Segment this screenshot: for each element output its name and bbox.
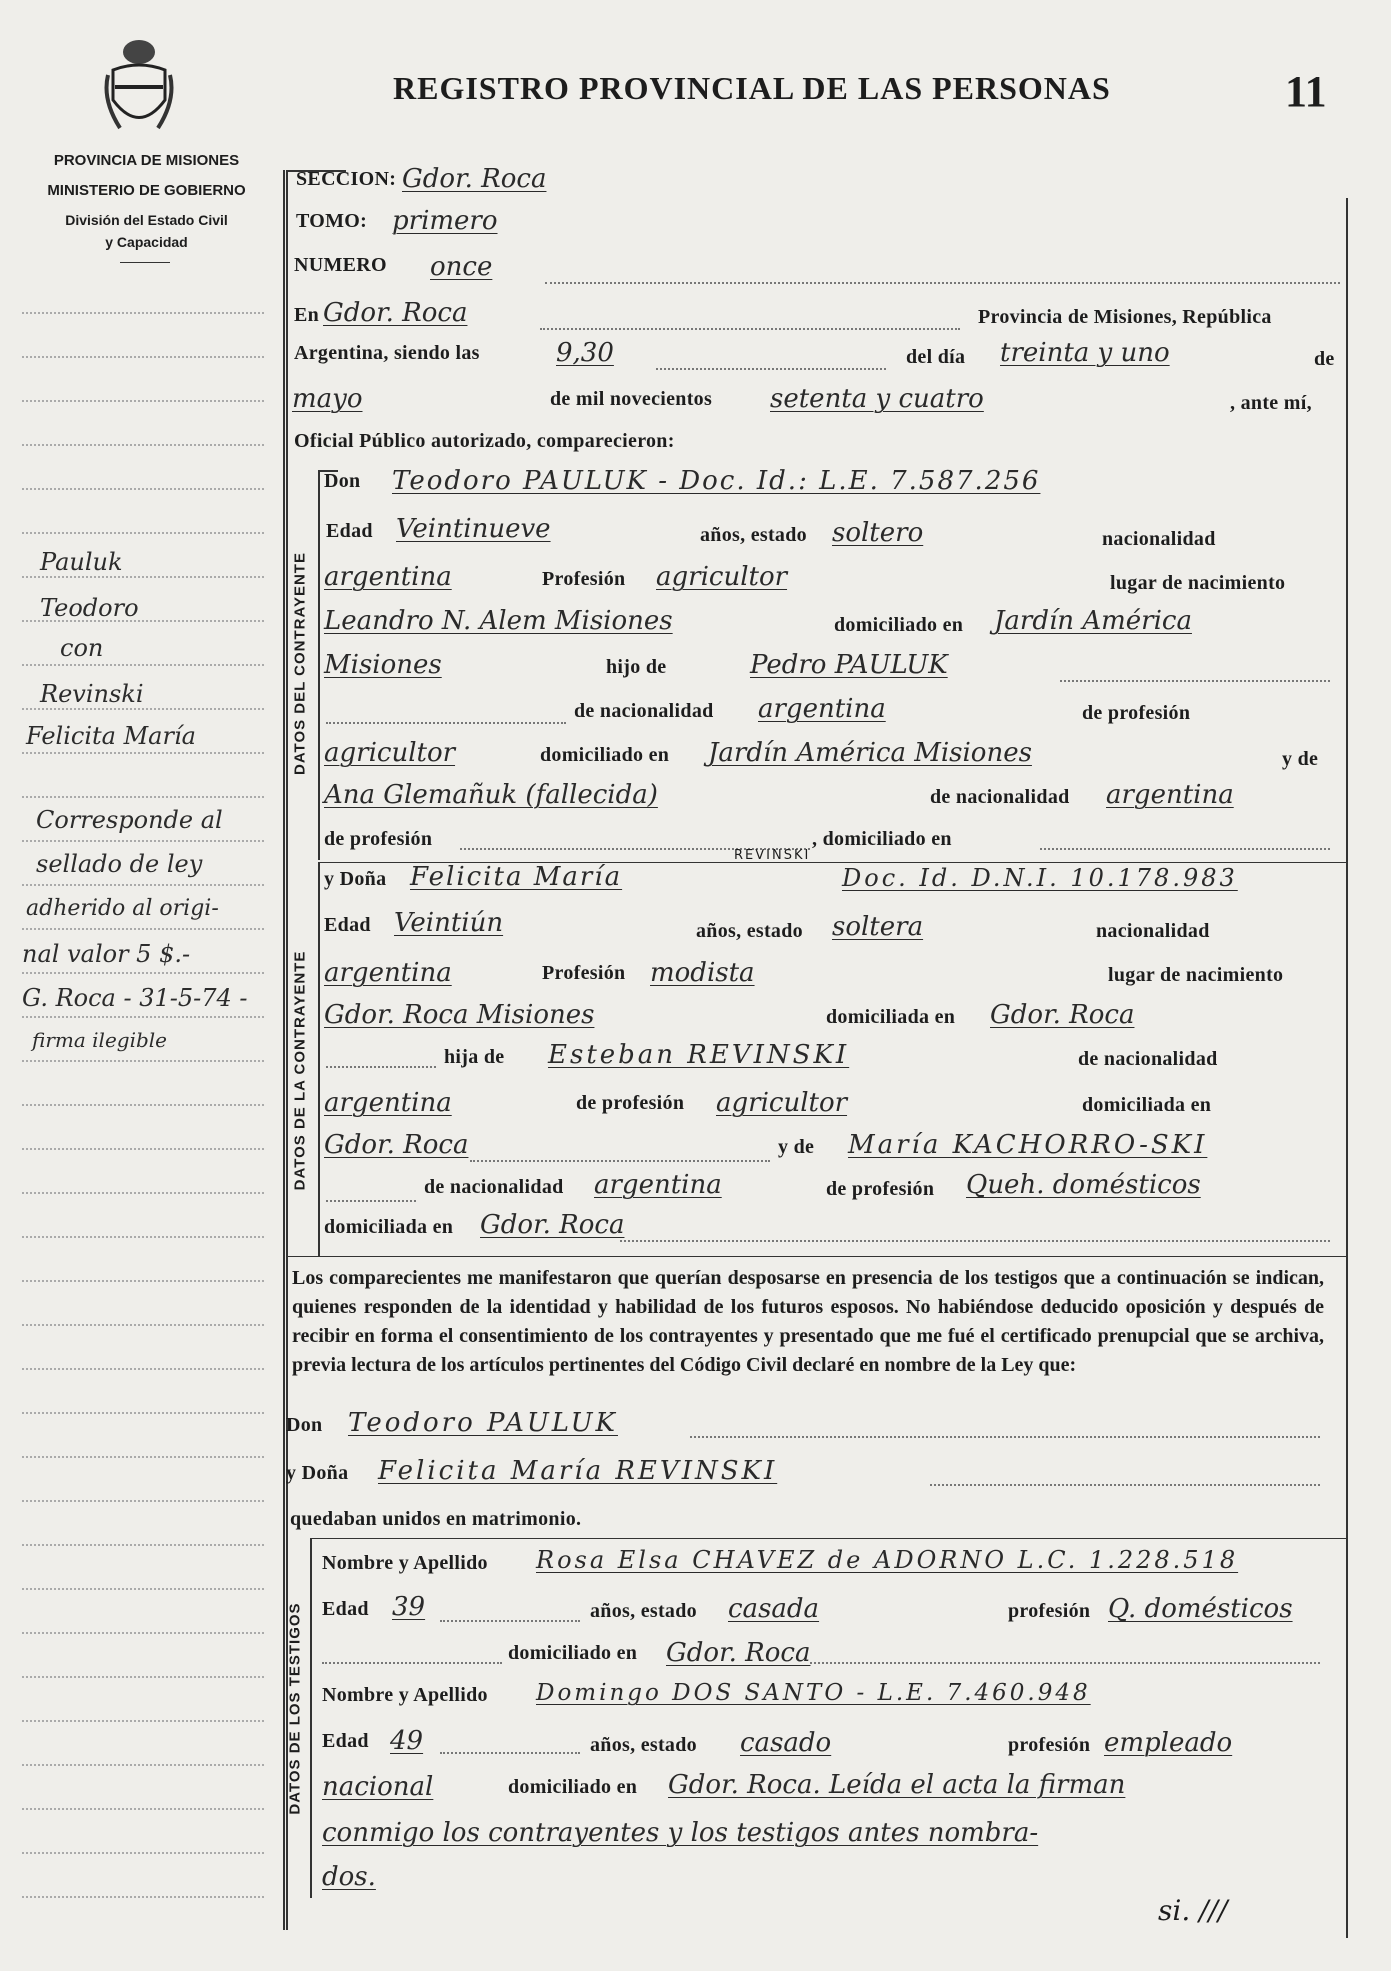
tomo-value: primero: [392, 206, 498, 236]
division-line1: División del Estado Civil: [65, 212, 228, 228]
padre-prof-label-2: de profesión: [576, 1092, 685, 1114]
t1-edad-label: Edad: [322, 1598, 369, 1620]
de-label: de: [1314, 348, 1335, 370]
hora-value: 9,30: [556, 338, 614, 368]
margin-guide-line: [22, 1852, 264, 1854]
margin-guide-line: [22, 532, 264, 534]
margin-s2: sellado de ley: [36, 850, 203, 878]
lugar-label-2: lugar de nacimiento: [1108, 964, 1284, 986]
margin-guide-line: [22, 708, 264, 710]
margin-guide-line: [22, 1016, 264, 1018]
anios-label: años, estado: [700, 524, 807, 546]
contrayente-edad: Veintinueve: [396, 514, 551, 544]
t1-dom: Gdor. Roca: [666, 1638, 811, 1668]
t1-prof-label: profesión: [1008, 1600, 1091, 1622]
margin-guide-line: [22, 1456, 264, 1458]
tomo-label: TOMO:: [296, 210, 368, 232]
mil-label: de mil novecientos: [550, 388, 713, 410]
contrayenta-nombre: Felicita María: [410, 862, 623, 892]
declaracion-parrafo: Los comparecientes me manifestaron que querían desposarse en presencia de los testigos que a continuación se indican, quienes responden de la identidad y habilidad de los futuros esposos. No habiéndose deducido oposición y después de recibir en forma el consentimiento de los contrayentes y presentado que me fué el certificado prenupcial que se archiva, previa lectura de los artículos pertinentes del Código Civil declaré en nombre de la Ley que:: [292, 1267, 1324, 1376]
madre-prof-label-2: de profesión: [826, 1178, 935, 1200]
ministry-name: MINISTERIO DE GOBIERNO: [47, 182, 246, 199]
contrayenta-madre-nac: argentina: [594, 1170, 722, 1200]
decl-don-label: Don: [286, 1414, 323, 1436]
lugar-label: lugar de nacimiento: [1110, 572, 1286, 594]
margin-guide-line: [22, 1324, 264, 1326]
del-dia-label: del día: [906, 346, 966, 368]
madre-nac-label-2: de nacionalidad: [424, 1176, 564, 1198]
t1-prof: Q. domésticos: [1108, 1594, 1293, 1624]
margin-guide-line: [22, 664, 264, 666]
margin-guide-line: [22, 1236, 264, 1238]
y-de-label-2: y de: [778, 1136, 815, 1158]
t2-edad: 49: [390, 1726, 424, 1756]
contrayente-nacionalidad: argentina: [324, 562, 452, 592]
page-number: 11: [1285, 67, 1327, 116]
margin-guide-line: [22, 884, 264, 886]
page-title: REGISTRO PROVINCIAL DE LAS PERSONAS: [393, 70, 1111, 106]
ante-mi: , ante mí,: [1230, 392, 1312, 414]
contrayenta-padre-prof: agricultor: [716, 1088, 848, 1118]
t2-anios-label: años, estado: [590, 1734, 697, 1756]
margin-guide-line: [22, 400, 264, 402]
profesion-label: Profesión: [542, 568, 626, 590]
profesion-label-2: Profesión: [542, 962, 626, 984]
margin-guide-line: [22, 1544, 264, 1546]
margin-guide-line: [22, 312, 264, 314]
anio-value: setenta y cuatro: [770, 384, 984, 414]
margin-n5: Felicita María: [26, 722, 196, 750]
contrayenta-apellido: REVINSKI: [734, 848, 811, 863]
t1-dom-label: domiciliado en: [508, 1642, 638, 1664]
padre-nacionalidad: argentina: [758, 694, 886, 724]
margin-guide-line: [22, 356, 264, 358]
margin-guide-line: [22, 1896, 264, 1898]
mes-value: mayo: [292, 384, 363, 414]
margin-guide-line: [22, 488, 264, 490]
t2-prof: empleado: [1104, 1728, 1233, 1758]
t2-nombre: Domingo DOS SANTO - L.E. 7.460.948: [536, 1680, 1091, 1706]
margin-guide-line: [22, 1060, 264, 1062]
margin-s5: G. Roca - 31-5-74 -: [22, 984, 248, 1012]
division-line2: y Capacidad: [105, 234, 188, 250]
contrayenta-profesion: modista: [650, 958, 755, 988]
decl-dona-label: y Doña: [286, 1462, 349, 1484]
padre-dom-label-2: domiciliada en: [1082, 1094, 1212, 1116]
madre-prof-label: de profesión: [324, 828, 433, 850]
margin-s1: Corresponde al: [36, 806, 223, 834]
y-de-label: y de: [1282, 748, 1319, 770]
t2-estado: casado: [740, 1728, 832, 1758]
margin-n3: con: [60, 634, 104, 662]
en-value: Gdor. Roca: [323, 298, 468, 328]
margin-s6: firma ilegible: [32, 1028, 168, 1052]
margin-guide-line: [22, 1588, 264, 1590]
dona-label: y Doña: [324, 868, 387, 890]
contrayente-estado: soltero: [832, 518, 924, 548]
contrayenta-estado: soltera: [832, 912, 924, 942]
edad-label: Edad: [326, 520, 373, 542]
padre-nac-label: de nacionalidad: [574, 700, 714, 722]
numero-label: NUMERO: [294, 254, 387, 276]
contrayenta-padre: Esteban REVINSKI: [548, 1040, 850, 1070]
margin-guide-line: [22, 1368, 264, 1370]
contrayenta-padre-nac: argentina: [324, 1088, 452, 1118]
madre-nac-label: de nacionalidad: [930, 786, 1070, 808]
contrayente-section-label: DATOS DEL CONTRAYENTE: [291, 552, 309, 775]
decl-dona-value: Felicita María REVINSKI: [378, 1456, 778, 1486]
t1-edad: 39: [392, 1592, 426, 1622]
contrayente-domicilio2: Misiones: [324, 650, 442, 680]
padre-domicilio: Jardín América Misiones: [708, 738, 1032, 768]
margin-guide-line: [22, 1280, 264, 1282]
margin-n2: Teodoro: [40, 594, 139, 622]
margin-guide-line: [22, 1764, 264, 1766]
t2-dom: Gdor. Roca. Leída el acta la firman: [668, 1770, 1126, 1800]
madre-dom-label-2: domiciliada en: [324, 1216, 454, 1238]
margin-guide-line: [22, 796, 264, 798]
domiciliada-label: domiciliada en: [826, 1006, 956, 1028]
t2-edad-label: Edad: [322, 1730, 369, 1752]
margin-divider: [283, 170, 285, 1930]
contrayente-lugar: Leandro N. Alem Misiones: [324, 606, 673, 636]
contrayenta-lugar: Gdor. Roca Misiones: [324, 1000, 595, 1030]
testigos-cierre1: conmigo los contrayentes y los testigos antes nombra-: [322, 1818, 1039, 1848]
contrayenta-madre-prof: Queh. domésticos: [966, 1170, 1201, 1200]
madre-nombre: Ana Glemañuk (fallecida): [324, 780, 658, 810]
margin-guide-line: [22, 444, 264, 446]
margin-guide-line: [22, 928, 264, 930]
hija-label: hija de: [444, 1046, 505, 1068]
margin-guide-line: [22, 972, 264, 974]
margin-guide-line: [22, 1412, 264, 1414]
seccion-value: Gdor. Roca: [402, 164, 547, 194]
margin-guide-line: [22, 1676, 264, 1678]
sello-si: si. ///: [1158, 1894, 1228, 1927]
contrayenta-madre: María KACHORRO-SKI: [848, 1130, 1208, 1160]
contrayente-nombre: Teodoro PAULUK - Doc. Id.: L.E. 7.587.256: [392, 466, 1041, 496]
margin-guide-line: [22, 1808, 264, 1810]
numero-value: once: [430, 252, 493, 282]
margin-guide-line: [22, 1632, 264, 1634]
nacionalidad-label: nacionalidad: [1102, 528, 1216, 550]
contrayenta-documento: Doc. Id. D.N.I. 10.178.983: [842, 864, 1238, 892]
testigos-cierre2: dos.: [322, 1862, 376, 1892]
t1-estado: casada: [728, 1594, 820, 1624]
don-label: Don: [324, 470, 361, 492]
margin-guide-line: [22, 1720, 264, 1722]
padre-profesion: agricultor: [324, 738, 456, 768]
margin-s3: adherido al origi-: [26, 896, 219, 921]
coat-of-arms-icon: [100, 30, 178, 142]
margin-guide-line: [22, 1500, 264, 1502]
margin-guide-line: [22, 840, 264, 842]
margin-guide-line: [22, 1148, 264, 1150]
t2-nombre-label: Nombre y Apellido: [322, 1684, 488, 1706]
decl-don-value: Teodoro PAULUK: [348, 1408, 618, 1438]
provincia-text: Provincia de Misiones, República: [978, 306, 1272, 328]
contrayenta-edad: Veintiún: [394, 908, 504, 938]
margin-guide-line: [22, 620, 264, 622]
t1-nombre-label: Nombre y Apellido: [322, 1552, 488, 1574]
nacionalidad-label-2: nacionalidad: [1096, 920, 1210, 942]
anios-label-2: años, estado: [696, 920, 803, 942]
t1-anios-label: años, estado: [590, 1600, 697, 1622]
argentina-text: Argentina, siendo las: [294, 342, 480, 364]
margin-guide-line: [22, 576, 264, 578]
en-label: En: [294, 304, 320, 326]
margin-n1: Pauluk: [40, 548, 123, 576]
madre-dom-label: , domiciliado en: [812, 828, 952, 850]
province-name: PROVINCIA DE MISIONES: [53, 152, 240, 169]
contrayenta-domicilio: Gdor. Roca: [990, 1000, 1135, 1030]
testigos-section-label: DATOS DE LOS TESTIGOS: [286, 1602, 304, 1815]
contrayenta-nacionalidad: argentina: [324, 958, 452, 988]
edad-label-2: Edad: [324, 914, 371, 936]
decl-cierre: quedaban unidos en matrimonio.: [290, 1508, 582, 1530]
contrayente-domicilio: Jardín América: [994, 606, 1192, 636]
hijo-label: hijo de: [606, 656, 667, 678]
contrayenta-section-label: DATOS DE LA CONTRAYENTE: [291, 950, 309, 1191]
seccion-label: SECCION:: [296, 168, 397, 190]
margin-s4: nal valor 5 $.-: [22, 940, 191, 968]
contrayente-profesion: agricultor: [656, 562, 788, 592]
oficial-text: Oficial Público autorizado, comparecieron:: [294, 430, 675, 452]
padre-dom-label: domiciliado en: [540, 744, 670, 766]
dia-value: treinta y uno: [1000, 338, 1170, 368]
margin-n4: Revinski: [40, 680, 144, 708]
padre-nac-label-2: de nacionalidad: [1078, 1048, 1218, 1070]
t2-dom-label: domiciliado en: [508, 1776, 638, 1798]
t2-prof-label: profesión: [1008, 1734, 1091, 1756]
margin-guide-line: [22, 1192, 264, 1194]
padre-nombre: Pedro PAULUK: [750, 650, 948, 680]
madre-nacionalidad: argentina: [1106, 780, 1234, 810]
margin-guide-line: [22, 752, 264, 754]
t1-nombre: Rosa Elsa CHAVEZ de ADORNO L.C. 1.228.518: [536, 1546, 1239, 1574]
contrayenta-madre-dom: Gdor. Roca: [480, 1210, 625, 1240]
padre-prof-label: de profesión: [1082, 702, 1191, 724]
margin-guide-line: [22, 1104, 264, 1106]
domiciliado-label: domiciliado en: [834, 614, 964, 636]
contrayenta-padre-dom: Gdor. Roca: [324, 1130, 469, 1160]
t2-prof2: nacional: [322, 1772, 434, 1802]
